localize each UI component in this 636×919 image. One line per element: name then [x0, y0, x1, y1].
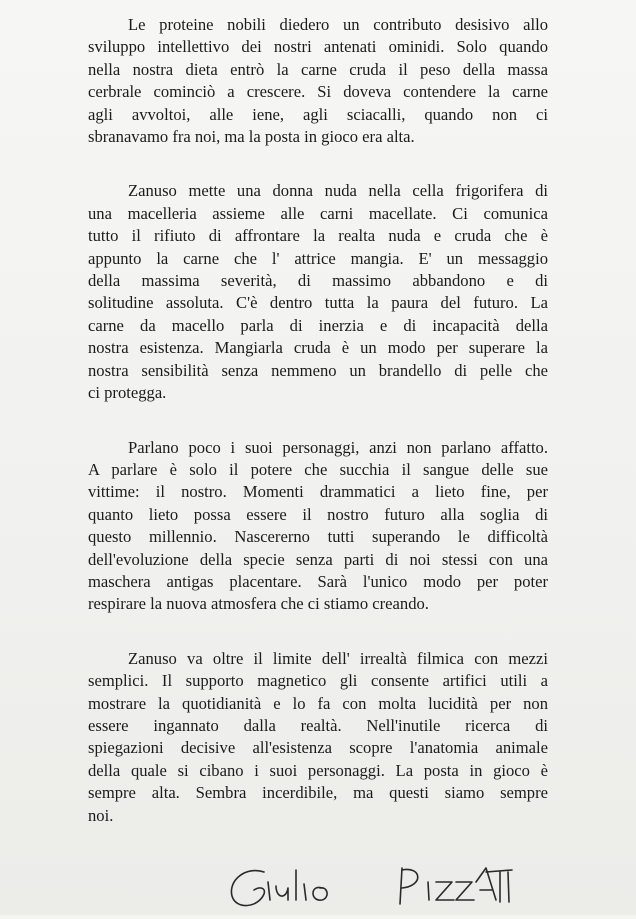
text-line: sviluppo intellettivo dei nostri antenati ominidi. Solo quando [88, 37, 548, 57]
text-line: nostra esistenza. Mangiarla cruda è un modo per superare la [88, 338, 548, 358]
text-line: della massima severità, di massimo abbandono e di [88, 271, 548, 291]
text-line: tutto il rifiuto di affrontare la realta nuda e cruda che è [88, 226, 548, 246]
text-line: essere ingannato dalla realtà. Nell'inutile ricerca di [88, 715, 548, 735]
text-line: appunto la carne che l' attrice mangia. E' un messaggio [88, 248, 548, 268]
text-line: nella nostra dieta entrò la carne cruda il peso della massa [88, 59, 548, 79]
text-line: spiegazioni decisive all'esistenza scopre l'anatomia animale [88, 738, 548, 758]
text-line: Zanuso mette una donna nuda nella cella frigorifera di [128, 181, 548, 201]
text-line: quanto lieto possa essere il nostro futuro alla soglia di [88, 504, 548, 524]
signature-drawing [224, 858, 514, 914]
text-line: sempre alta. Sembra incerdibile, ma questi siamo sempre [88, 783, 548, 803]
paragraph-2 [88, 180, 548, 404]
text-line: A parlare è solo il potere che succhia il sangue delle sue [88, 459, 548, 479]
document-body [88, 14, 548, 859]
text-line: cerbrale cominciò a crescere. Si doveva contendere la carne [88, 82, 548, 102]
text-line: mostrare la quotidianità e lo fa con molta lucidità per non [88, 693, 548, 713]
text-line: della quale si cibano i suoi personaggi. La posta in gioco è [88, 760, 548, 780]
text-line: noi. [88, 805, 114, 825]
text-line: vittime: il nostro. Momenti drammatici a lieto fine, per [88, 482, 548, 502]
text-line: ci protegga. [88, 383, 167, 403]
paragraph-1 [88, 14, 548, 148]
text-line: nostra sensibilità senza nemmeno un brandello di pelle che [88, 360, 548, 380]
text-line: Zanuso va oltre il limite dell' irrealtà filmica con mezzi [128, 648, 548, 668]
text-line: una macelleria assieme alle carni macellate. Ci comunica [88, 203, 548, 223]
text-line: sbranavamo fra noi, ma la posta in gioco era alta. [88, 127, 415, 147]
handwritten-signature [224, 858, 514, 914]
text-line: Parlano poco i suoi personaggi, anzi non parlano affatto. [128, 437, 548, 457]
text-line: carne da macello parla di inerzia e di incapacità della [88, 315, 548, 335]
text-line: questo millennio. Nascererno tutti superando le difficoltà [88, 527, 548, 547]
paragraph-3 [88, 437, 548, 616]
text-line: agli avvoltoi, alle iene, agli sciacalli, quando non ci [88, 104, 548, 124]
text-line: solitudine assoluta. C'è dentro tutta la paura del futuro. La [88, 293, 548, 313]
text-line: dell'evoluzione della specie senza parti di noi stessi con una [88, 549, 548, 569]
text-line: Le proteine nobili diedero un contributo desisivo allo [128, 15, 548, 34]
paragraph-4 [88, 648, 548, 827]
text-line: respirare la nuova atmosfera che ci stiamo creando. [88, 594, 429, 614]
text-line: semplici. Il supporto magnetico gli consente artifici utili a [88, 671, 548, 691]
text-line: maschera antigas placentare. Sarà l'unico modo per poter [88, 571, 548, 591]
